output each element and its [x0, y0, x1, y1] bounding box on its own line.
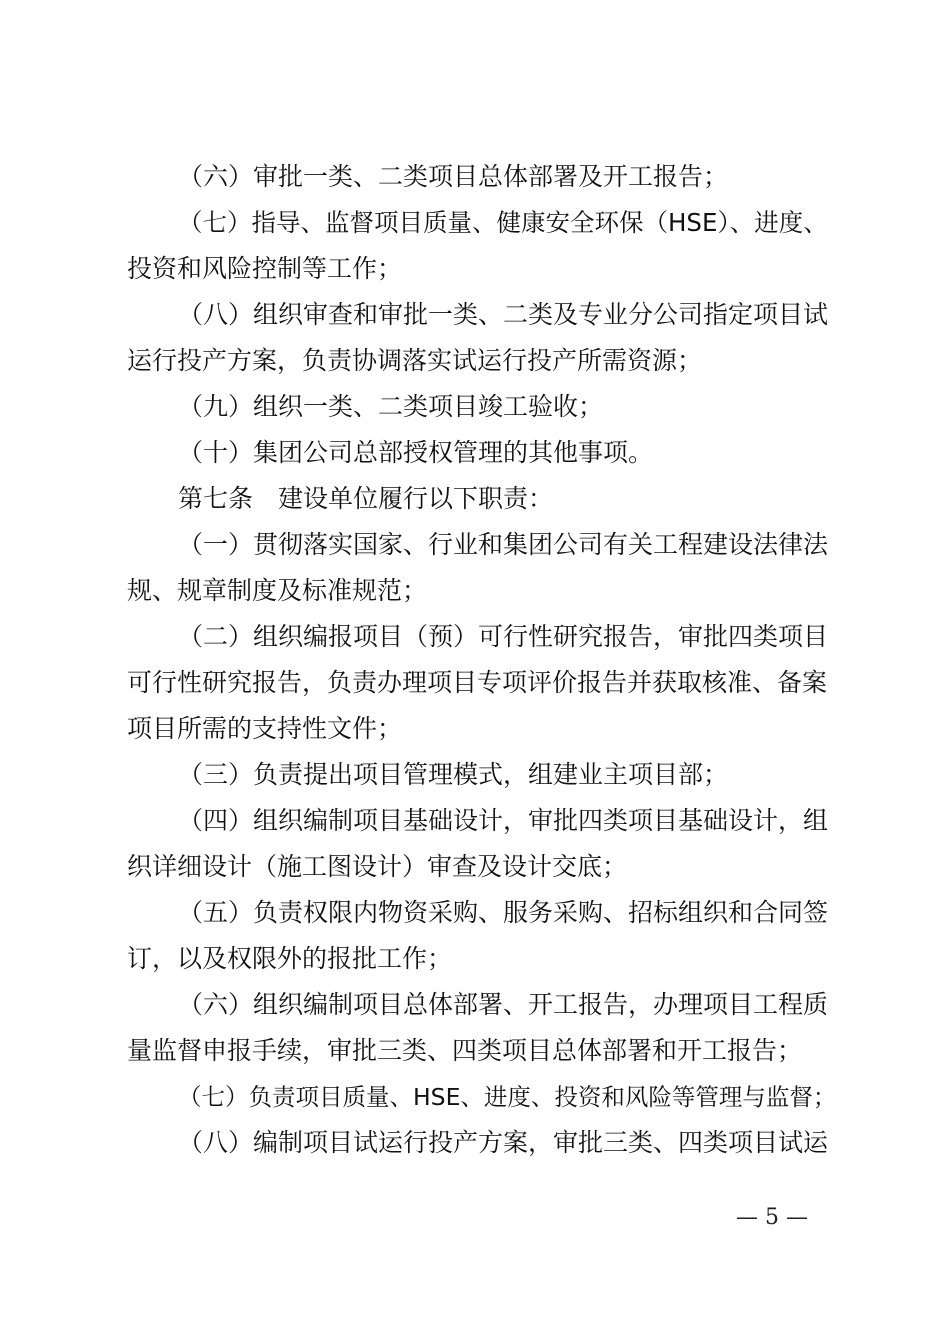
document-body: [127, 154, 837, 1166]
text-line: （七）指导、监督项目质量、健康安全环保（HSE）、进度、: [178, 208, 828, 237]
page-number: — 5 —: [736, 1205, 808, 1230]
text-line: （二）组织编报项目（预）可行性研究报告，审批四类项目: [178, 622, 829, 651]
text-line: 订，以及权限外的报批工作；: [127, 944, 453, 973]
text-line: 规、规章制度及标准规范；: [127, 576, 428, 605]
text-line: （八）组织审查和审批一类、二类及专业分公司指定项目试: [178, 300, 829, 329]
text-line: （六）组织编制项目总体部署、开工报告，办理项目工程质: [178, 990, 829, 1019]
text-line: （一）贯彻落实国家、行业和集团公司有关工程建设法律法: [178, 530, 829, 559]
text-line: 运行投产方案，负责协调落实试运行投产所需资源；: [127, 346, 703, 375]
text-line: 织详细设计（施工图设计）审查及设计交底；: [127, 852, 628, 881]
article-heading: 第七条 建设单位履行以下职责：: [178, 484, 554, 513]
text-line: （六）审批一类、二类项目总体部署及开工报告；: [178, 162, 729, 191]
text-line: （八）编制项目试运行投产方案，审批三类、四类项目试运: [178, 1128, 829, 1157]
text-line: 项目所需的支持性文件；: [127, 714, 403, 743]
text-line: （十）集团公司总部授权管理的其他事项。: [178, 438, 654, 467]
text-line: （五）负责权限内物资采购、服务采购、招标组织和合同签: [178, 898, 829, 927]
text-line: 投资和风险控制等工作；: [127, 254, 403, 283]
text-line: （九）组织一类、二类项目竣工验收；: [178, 392, 604, 421]
text-line: （四）组织编制项目基础设计，审批四类项目基础设计，组: [178, 806, 829, 835]
text-line: 可行性研究报告，负责办理项目专项评价报告并获取核准、备案: [127, 668, 828, 697]
text-line: （三）负责提出项目管理模式，组建业主项目部；: [178, 760, 729, 789]
text-line: （七）负责项目质量、HSE、进度、投资和风险等管理与监督；: [178, 1083, 837, 1111]
text-line: 量监督申报手续，审批三类、四类项目总体部署和开工报告；: [127, 1036, 803, 1065]
